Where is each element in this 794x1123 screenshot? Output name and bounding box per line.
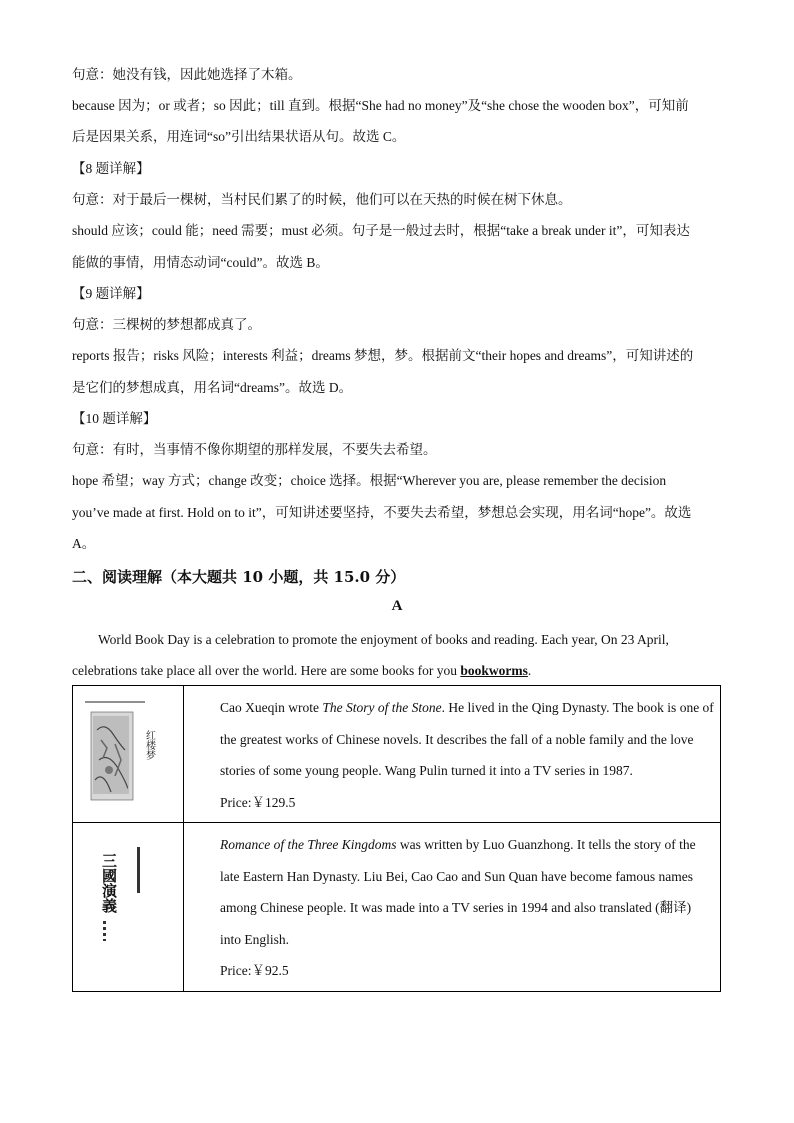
intro-paragraph — [72, 624, 720, 686]
text-line: 是它们的梦想成真，用名词“dreams”。故选 D。 — [72, 380, 353, 395]
passage-label: A — [391, 598, 403, 614]
intro-text: World Book Day is a celebration to promote the enjoyment of books and reading. Each year, On 23 April, celebrations take place all over the world. Here are some books for you — [72, 632, 669, 678]
cover-title: 红楼梦 — [143, 730, 155, 760]
text-line: A。 — [72, 536, 96, 551]
section-heading: 二、阅读理解（本大题共 10 小题，共 15.0 分） — [72, 568, 406, 586]
book-description — [192, 692, 714, 787]
text-line: hope 希望；way 方式；change 改变；choice 选择。根据“Wherever you are, please remember the decision — [72, 473, 667, 488]
book-text: was written by Luo Guanzhong. It tells the story of the late Eastern Han Dynasty. Liu Bei, Cao Cao and Sun Quan have become famous names among Chinese people. It was made into a TV series in 1994 and also translated (翻译) into English. — [220, 837, 696, 947]
book-cover-image-three-kingdoms — [100, 841, 163, 941]
book-cover-cell — [73, 686, 184, 823]
book-text: Cao Xueqin wrote — [220, 700, 323, 715]
book-row — [73, 823, 721, 992]
book-text: . He lived in the Qing Dynasty. The book is one of the greatest works of Chinese novels. It describes the fall of a noble family and the love stories of some young people. Wang Pulin turned it into a TV series in 1987. — [220, 700, 714, 778]
text-line: 句意：三棵树的梦想都成真了。 — [72, 317, 261, 332]
text-line: 能做的事情，用情态动词“could”。故选 B。 — [72, 255, 329, 270]
book-description — [192, 829, 714, 955]
text-line: you’ve made at first. Hold on to it”，可知讲述要坚持，不要失去希望，梦想总会实现，用名词“hope”。故选 — [72, 505, 692, 520]
book-description-cell — [184, 823, 721, 992]
bookworms-word: bookworms — [460, 663, 528, 678]
text-line: 句意：对于最后一棵树，当村民们累了的时候，他们可以在天热的时候在树下休息。 — [72, 192, 572, 207]
book-cover-cell — [73, 823, 184, 992]
text-line: 句意：有时，当事情不像你期望的那样发展，不要失去希望。 — [72, 442, 437, 457]
book-title: Romance of the Three Kingdoms — [220, 837, 397, 852]
book-price: Price:￥129.5 — [220, 794, 296, 810]
books-table — [72, 685, 721, 992]
question-9-heading: 【9 题详解】 — [72, 286, 150, 301]
book-price: Price:￥92.5 — [220, 963, 289, 978]
cover-dots — [103, 921, 106, 941]
text-line: 后是因果关系，用连词“so”引出结果状语从句。故选 C。 — [72, 129, 406, 144]
book-cover-image-red-chamber — [85, 700, 173, 804]
cover-title: 三國演義 — [100, 853, 118, 913]
text-line: should 应该；could 能；need 需要；must 必须。句子是一般过去时，根据“take a break under it”，可知表达 — [72, 223, 690, 238]
book-title: The Story of the Stone — [322, 700, 442, 715]
intro-end: . — [527, 663, 532, 678]
question-10-heading: 【10 题详解】 — [72, 411, 157, 426]
text-line: reports 报告；risks 风险；interests 利益；dreams 梦想，梦。根据前文“their hopes and dreams”，可知讲述的 — [72, 348, 694, 363]
book-description-cell — [184, 686, 721, 823]
text-line: 句意：她没有钱，因此她选择了木箱。 — [72, 67, 302, 82]
text-line: because 因为；or 或者；so 因此；till 直到。根据“She had no money”及“she chose the wooden box”，可知前 — [72, 98, 689, 113]
question-8-heading: 【8 题详解】 — [72, 161, 150, 176]
book-row — [73, 686, 721, 823]
